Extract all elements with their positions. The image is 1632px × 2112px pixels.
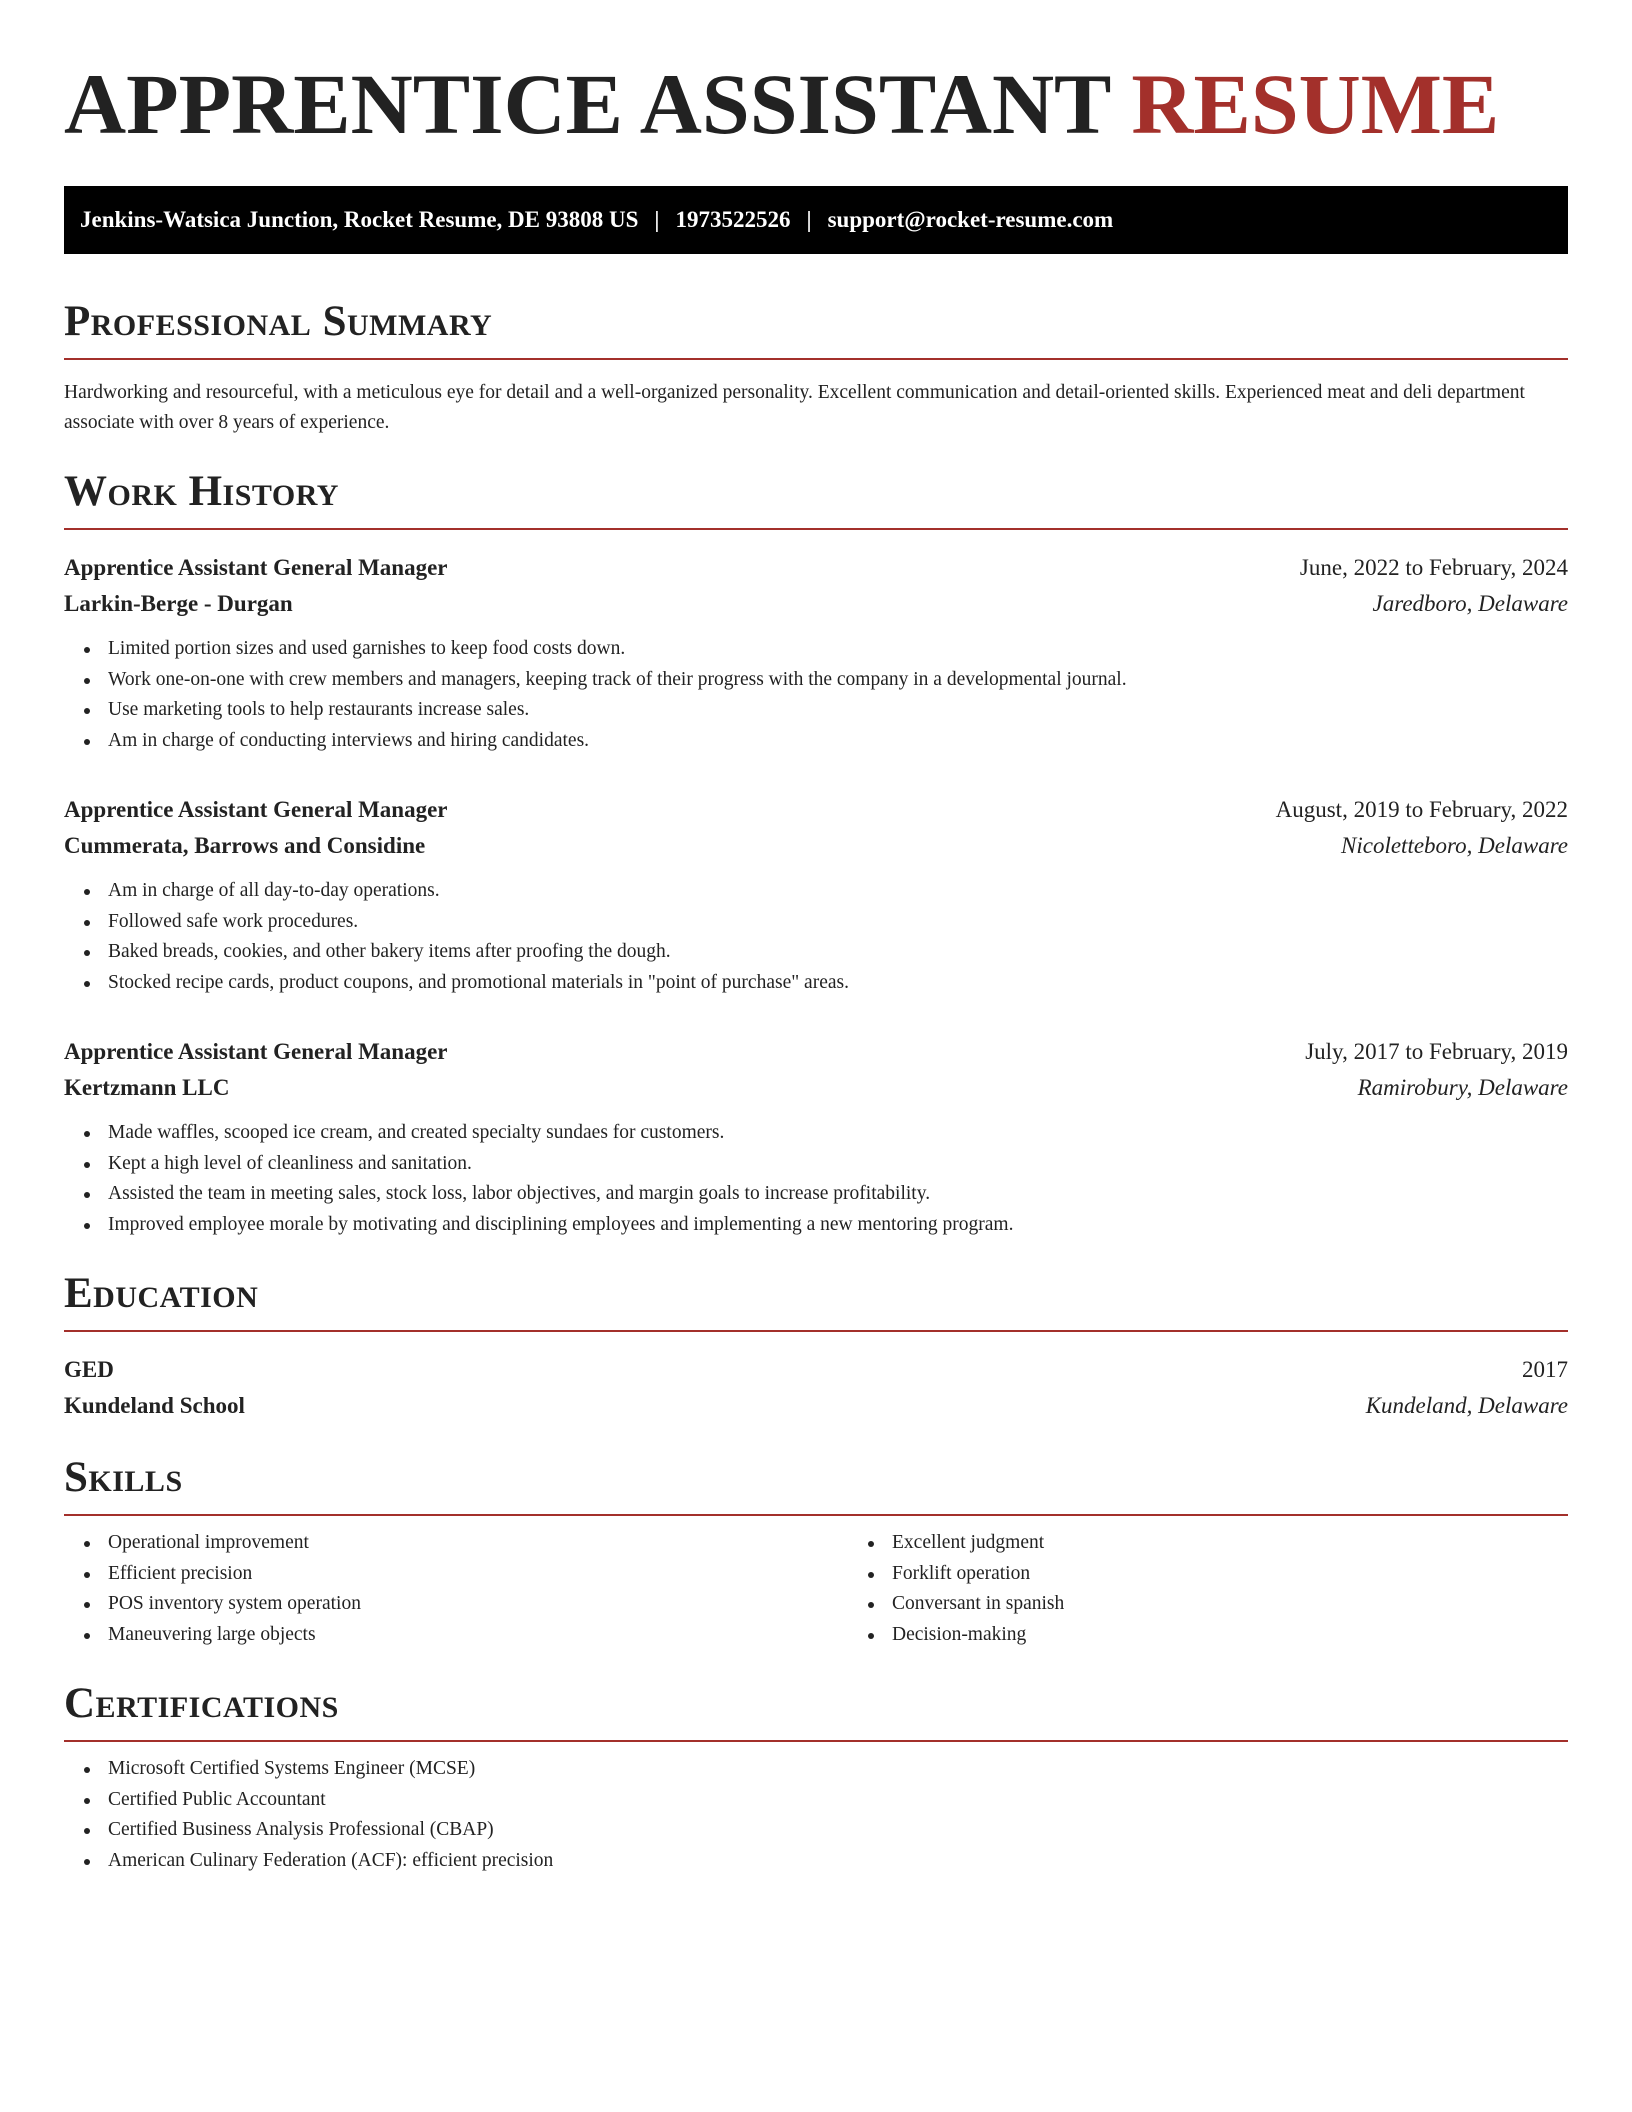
- section-divider: [64, 358, 1568, 360]
- list-item: Made waffles, scooped ice cream, and created specialty sundaes for customers.: [108, 1118, 1568, 1149]
- education-year: 2017: [1522, 1357, 1568, 1382]
- education-entry: [64, 1352, 1568, 1424]
- job-title: Apprentice Assistant General Manager: [64, 555, 448, 580]
- job-dates: July, 2017 to February, 2019: [1305, 1039, 1568, 1064]
- job-company: Kertzmann LLC: [64, 1075, 230, 1100]
- education-school: Kundeland School: [64, 1393, 245, 1418]
- list-item: Forklift operation: [892, 1559, 1568, 1590]
- job-duties-list: [64, 1118, 1568, 1240]
- job-location: Nicoletteboro, Delaware: [1341, 833, 1568, 858]
- job-entry: [64, 792, 1568, 998]
- contact-bar: [64, 186, 1568, 254]
- job-duties-list: [64, 634, 1568, 756]
- job-dates: June, 2022 to February, 2024: [1299, 555, 1568, 580]
- certifications-list: [64, 1754, 1568, 1876]
- job-entry: [64, 550, 1568, 756]
- list-item: Decision-making: [892, 1620, 1568, 1651]
- list-item: Efficient precision: [108, 1559, 848, 1590]
- list-item: Limited portion sizes and used garnishes to keep food costs down.: [108, 634, 1568, 665]
- job-title: Apprentice Assistant General Manager: [64, 797, 448, 822]
- list-item: Improved employee morale by motivating and disciplining employees and implementing a new mentoring program.: [108, 1210, 1568, 1241]
- contact-separator: |: [806, 207, 812, 232]
- section-heading-summary: Professional Summary: [64, 298, 493, 345]
- skills-list-right: [848, 1528, 1568, 1650]
- list-item: Assisted the team in meeting sales, stock loss, labor objectives, and margin goals to increase profitability.: [108, 1179, 1568, 1210]
- title-main: APPRENTICE ASSISTANT: [64, 56, 1110, 152]
- job-location: Ramirobury, Delaware: [1357, 1075, 1568, 1100]
- list-item: Stocked recipe cards, product coupons, and promotional materials in "point of purchase" areas.: [108, 968, 1568, 999]
- list-item: American Culinary Federation (ACF): efficient precision: [108, 1846, 1568, 1877]
- list-item: Maneuvering large objects: [108, 1620, 848, 1651]
- list-item: Baked breads, cookies, and other bakery items after proofing the dough.: [108, 937, 1568, 968]
- list-item: Am in charge of conducting interviews and hiring candidates.: [108, 726, 1568, 757]
- skills-list-left: [64, 1528, 848, 1650]
- section-divider: [64, 1740, 1568, 1742]
- list-item: Kept a high level of cleanliness and sanitation.: [108, 1149, 1568, 1180]
- list-item: Operational improvement: [108, 1528, 848, 1559]
- skills-columns: [64, 1516, 1568, 1650]
- list-item: Use marketing tools to help restaurants increase sales.: [108, 695, 1568, 726]
- section-heading-work-history: Work History: [64, 468, 339, 515]
- list-item: POS inventory system operation: [108, 1589, 848, 1620]
- list-item: Microsoft Certified Systems Engineer (MCSE): [108, 1754, 1568, 1785]
- job-entry: [64, 1034, 1568, 1240]
- resume-title: [64, 56, 1568, 152]
- list-item: Certified Business Analysis Professional (CBAP): [108, 1815, 1568, 1846]
- skills-section: [64, 1454, 1568, 1650]
- list-item: Excellent judgment: [892, 1528, 1568, 1559]
- contact-email: support@rocket-resume.com: [827, 207, 1114, 232]
- work-history-section: [64, 468, 1568, 1240]
- contact-address: Jenkins-Watsica Junction, Rocket Resume, DE 93808 US: [80, 207, 639, 232]
- list-item: Conversant in spanish: [892, 1589, 1568, 1620]
- contact-phone: 1973522526: [675, 207, 791, 232]
- education-section: [64, 1270, 1568, 1424]
- job-company: Larkin-Berge - Durgan: [64, 591, 293, 616]
- section-heading-skills: Skills: [64, 1454, 183, 1501]
- job-title: Apprentice Assistant General Manager: [64, 1039, 448, 1064]
- job-location: Jaredboro, Delaware: [1372, 591, 1568, 616]
- job-dates: August, 2019 to February, 2022: [1275, 797, 1568, 822]
- list-item: Work one-on-one with crew members and managers, keeping track of their progress with the company in a developmental journal.: [108, 665, 1568, 696]
- contact-separator: |: [654, 207, 660, 232]
- job-duties-list: [64, 876, 1568, 998]
- section-divider: [64, 1330, 1568, 1332]
- education-degree: GED: [64, 1357, 114, 1382]
- summary-section: [64, 298, 1568, 438]
- section-divider: [64, 528, 1568, 530]
- job-company: Cummerata, Barrows and Considine: [64, 833, 426, 858]
- list-item: Certified Public Accountant: [108, 1785, 1568, 1816]
- section-heading-certifications: Certifications: [64, 1680, 339, 1727]
- list-item: Am in charge of all day-to-day operations.: [108, 876, 1568, 907]
- education-location: Kundeland, Delaware: [1365, 1393, 1568, 1418]
- list-item: Followed safe work procedures.: [108, 907, 1568, 938]
- title-accent: RESUME: [1131, 56, 1500, 152]
- summary-text: Hardworking and resourceful, with a meticulous eye for detail and a well-organized personality. Excellent communication and detail-oriented skills. Experienced meat and deli department associate with over 8 years of experience.: [64, 382, 1525, 433]
- section-heading-education: Education: [64, 1270, 259, 1317]
- certifications-section: [64, 1680, 1568, 1876]
